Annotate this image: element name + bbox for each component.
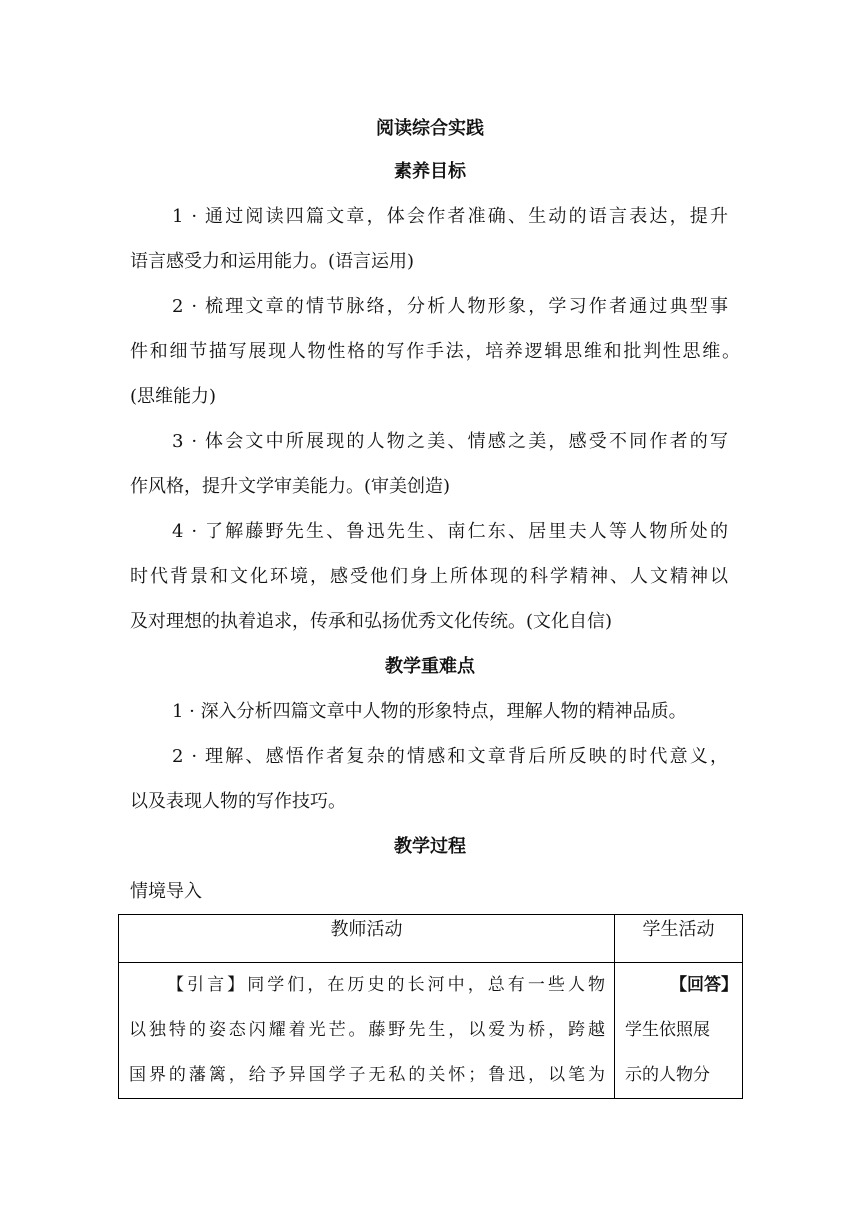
table-row <box>119 963 743 1099</box>
goal-2-line-2: 件和细节描写展现人物性格的写作手法，培养逻辑思维和批判性思维。 <box>130 341 740 362</box>
teacher-line-2: 以独特的姿态闪耀着光芒。藤野先生，以爱为桥，跨越 <box>129 1020 605 1040</box>
process-heading: 教学过程 <box>394 836 466 857</box>
goal-1-line-2: 语言感受力和运用能力。(语言运用) <box>130 251 415 272</box>
student-activity-cell <box>615 963 743 1099</box>
key-point-1-line-1: 1 · 深入分析四篇文章中人物的形象特点，理解人物的精神品质。 <box>172 701 687 722</box>
teacher-activity-header: 教师活动 <box>119 915 615 963</box>
goal-2-line-1: 2 · 梳理文章的情节脉络，分析人物形象，学习作者通过典型事 <box>172 296 728 317</box>
goal-2-line-3: (思维能力) <box>130 386 217 407</box>
goal-3-line-1: 3 · 体会文中所展现的人物之美、情感之美，感受不同作者的写 <box>172 431 728 452</box>
student-activity-header: 学生活动 <box>615 915 743 963</box>
activity-table <box>118 914 743 1099</box>
teacher-line-1: 【引言】同学们，在历史的长河中，总有一些人物 <box>167 975 605 995</box>
teacher-activity-cell <box>119 963 615 1099</box>
goal-4-line-2: 时代背景和文化环境，感受他们身上所体现的科学精神、人文精神以 <box>130 566 728 587</box>
key-point-2-line-2: 以及表现人物的写作技巧。 <box>130 791 346 812</box>
student-line-3: 示的人物分 <box>625 1065 710 1085</box>
process-subheading: 情境导入 <box>130 881 202 902</box>
key-point-2-line-1: 2 · 理解、感悟作者复杂的情感和文章背后所反映的时代意义， <box>172 746 728 767</box>
student-line-2: 学生依照展 <box>625 1020 710 1040</box>
goal-4-line-1: 4 · 了解藤野先生、鲁迅先生、南仁东、居里夫人等人物所处的 <box>172 521 728 542</box>
goal-3-line-2: 作风格，提升文学审美能力。(审美创造) <box>130 476 451 497</box>
document-title: 阅读综合实践 <box>376 118 484 139</box>
goal-4-line-3: 及对理想的执着追求，传承和弘扬优秀文化传统。(文化自信) <box>130 611 613 632</box>
goals-heading: 素养目标 <box>394 161 466 182</box>
student-line-1: 【回答】 <box>670 975 738 995</box>
key-points-heading: 教学重难点 <box>385 656 475 677</box>
table-header-row <box>119 915 743 963</box>
teacher-line-3: 国界的藩篱，给予异国学子无私的关怀；鲁迅，以笔为 <box>129 1065 605 1085</box>
goal-1-line-1: 1 · 通过阅读四篇文章，体会作者准确、生动的语言表达，提升 <box>172 206 728 227</box>
